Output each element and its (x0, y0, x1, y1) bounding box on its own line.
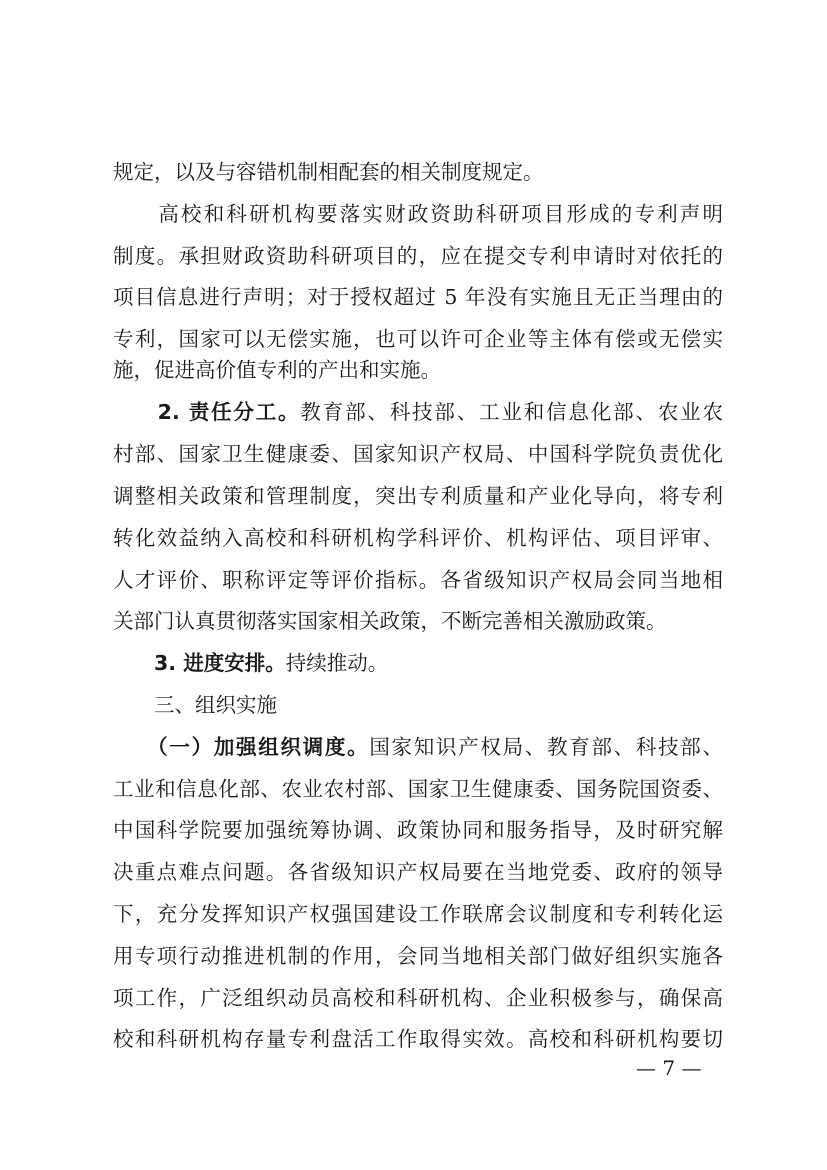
body-line-1: 规定，以及与容错机制相配套的相关制度规定。 (113, 160, 544, 184)
organize-text: 国家知识产权局、教育部、科技部、 (369, 735, 724, 759)
body-line-18: 决重点难点问题。各省级知识产权局要在当地党委、政府的领导 (113, 860, 723, 884)
organize-heading: （一）加强组织调度。 (113, 735, 370, 759)
body-line-20: 用专项行动推进机制的作用，会同当地相关部门做好组织实施各 (113, 944, 723, 968)
body-line-6: 施，促进高价值专利的产出和实施。 (113, 358, 441, 382)
body-line-22: 校和科研机构存量专利盘活工作取得实效。高校和科研机构要切 (113, 1027, 723, 1051)
organize-paragraph-first-line (113, 727, 723, 767)
body-line-2: 高校和科研机构要落实财政资助科研项目形成的专利声明 (113, 202, 723, 226)
body-line-5: 专利，国家可以无偿实施，也可以许可企业等主体有偿或无偿实 (113, 327, 723, 351)
body-line-4: 项目信息进行声明；对于授权超过 5 年没有实施且无正当理由的 (113, 285, 723, 309)
schedule-heading: 3. 进度安排。 (113, 651, 286, 675)
body-line-12: 关部门认真贯彻落实国家相关政策，不断完善相关激励政策。 (113, 609, 667, 633)
responsibility-paragraph-first-line (113, 392, 723, 432)
body-line-10: 转化效益纳入高校和科研机构学科评价、机构评估、项目评审、 (113, 526, 723, 550)
body-line-16: 工业和信息化部、农业农村部、国家卫生健康委、国务院国资委、 (113, 777, 723, 801)
section-title: 三、组织实施 (113, 693, 277, 717)
body-line-11: 人才评价、职称评定等评价指标。各省级知识产权局会同当地相 (113, 568, 723, 592)
schedule-paragraph (113, 643, 723, 683)
body-line-9: 调整相关政策和管理制度，突出专利质量和产业化导向，将专利 (113, 484, 723, 508)
body-line-3: 制度。承担财政资助科研项目的，应在提交专利申请时对依托的 (113, 244, 723, 268)
schedule-text: 持续推动。 (285, 651, 389, 675)
body-line-8: 村部、国家卫生健康委、国家知识产权局、中国科学院负责优化 (113, 442, 723, 466)
body-line-17: 中国科学院要加强统筹协调、政策协同和服务指导，及时研究解 (113, 818, 723, 842)
responsibility-text: 教育部、科技部、工业和信息化部、农业农 (300, 400, 723, 424)
body-line-21: 项工作，广泛组织动员高校和科研机构、企业积极参与，确保高 (113, 986, 723, 1010)
responsibility-heading: 2. 责任分工。 (113, 400, 301, 424)
page-number: — 7 — (636, 1056, 702, 1080)
body-line-19: 下，充分发挥知识产权强国建设工作联席会议制度和专利转化运 (113, 902, 723, 926)
